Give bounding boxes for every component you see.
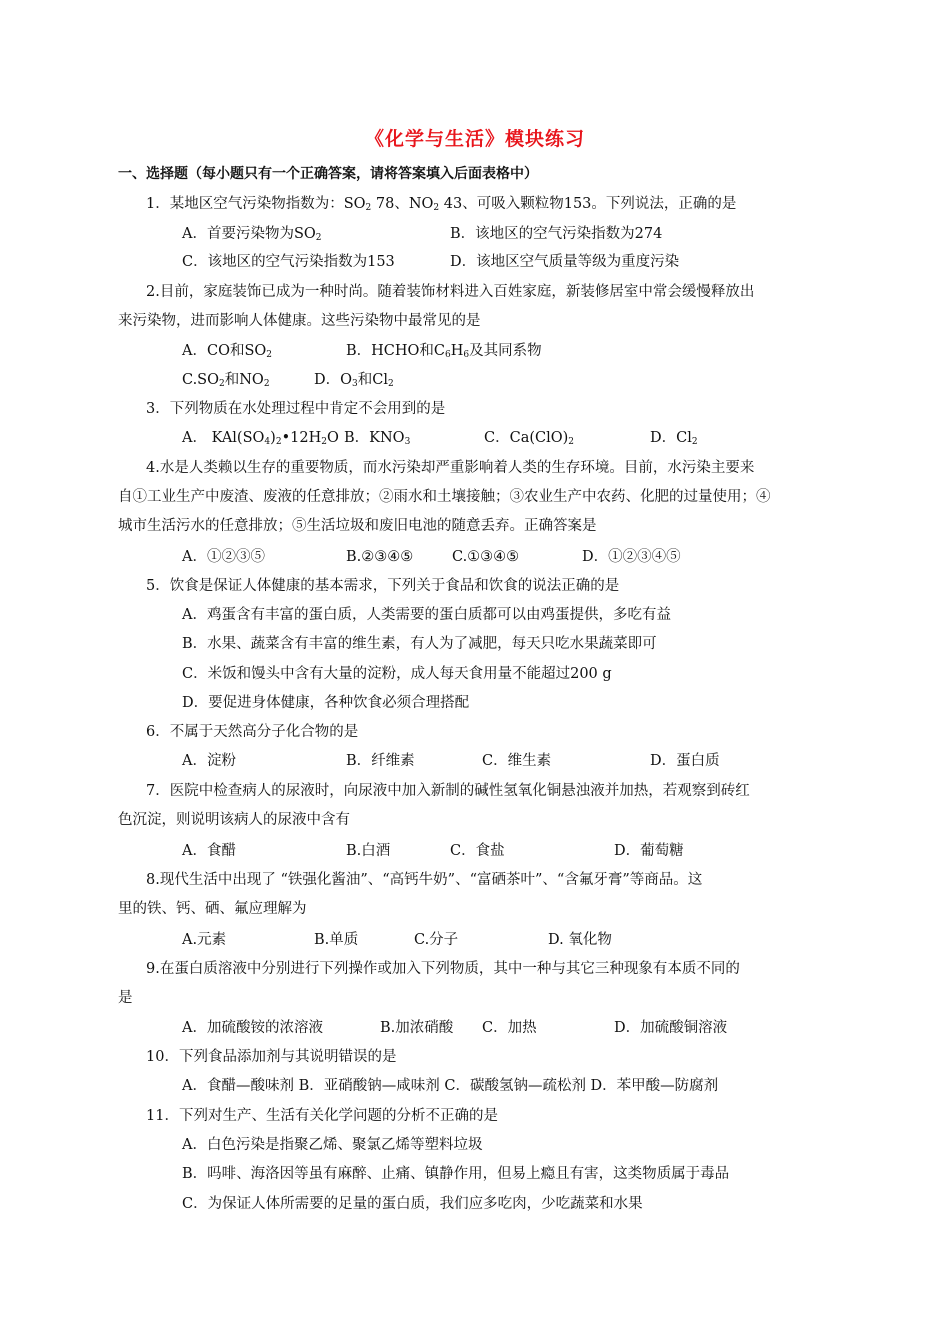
question-7-option-a: A．食醋: [182, 843, 236, 859]
question-3-option-c: C．$Ca(ClO)_2$: [484, 430, 575, 447]
question-1-option-b: B．该地区的空气污染指数为274: [450, 226, 663, 242]
question-5-option-a: A．鸡蛋含有丰富的蛋白质，人类需要的蛋白质都可以由鸡蛋提供，多吃有益: [182, 607, 671, 623]
question-11-option-c: C．为保证人体所需要的足量的蛋白质，我们应多吃肉，少吃蔬菜和水果: [182, 1196, 643, 1212]
question-7-option-b: B.白酒: [346, 843, 391, 859]
question-8-option-d: D. 氧化物: [548, 932, 612, 948]
question-3-stem: 3．下列物质在水处理过程中肯定不会用到的是: [146, 401, 446, 417]
question-9-option-d: D．加硫酸铜溶液: [614, 1020, 728, 1036]
question-5-option-b: B．水果、蔬菜含有丰富的维生素，有人为了减肥，每天只吃水果蔬菜即可: [182, 636, 657, 652]
question-1-option-c: C．该地区的空气污染指数为153: [182, 254, 395, 270]
question-8-option-b: B.单质: [314, 932, 359, 948]
question-8-option-c: C.分子: [414, 932, 459, 948]
question-4-option-c: C.①③④⑤: [452, 549, 520, 565]
question-4-option-b: B.②③④⑤: [346, 549, 414, 565]
question-4-stem-line-2: 自①工业生产中废渣、废液的任意排放；②雨水和土壤接触；③农业生产中农药、化肥的过量使用；④: [118, 489, 771, 505]
question-9-stem-line-2: 是: [118, 990, 133, 1006]
question-10-stem: 10．下列食品添加剂与其说明错误的是: [146, 1049, 397, 1065]
question-3-option-a: A． $KAl(SO_4)_2•12H_2O$: [182, 430, 339, 447]
question-4-stem-line-1: 4.水是人类赖以生存的重要物质，而水污染却严重影响着人类的生存环境。目前，水污染主要来: [146, 460, 755, 476]
question-1-option-d: D．该地区空气质量等级为重度污染: [450, 254, 680, 270]
question-5-option-c: C．米饭和馒头中含有大量的淀粉，成人每天食用量不能超过200 g: [182, 666, 612, 682]
question-2-option-b: B．HCHO和$C_6H_6$及其同系物: [346, 343, 542, 360]
question-11-option-a: A．白色污染是指聚乙烯、聚氯乙烯等塑料垃圾: [182, 1137, 483, 1153]
question-4-option-d: D．①②③④⑤: [582, 549, 681, 565]
question-8-stem-line-2: 里的铁、钙、硒、氟应理解为: [118, 901, 307, 917]
question-9-option-b: B.加浓硝酸: [380, 1020, 454, 1036]
question-6-option-b: B．纤维素: [346, 753, 415, 769]
question-6-option-d: D．蛋白质: [650, 753, 720, 769]
question-4-stem-line-3: 城市生活污水的任意排放；⑤生活垃圾和废旧电池的随意丢弃。正确答案是: [118, 518, 597, 534]
question-5-stem: 5．饮食是保证人体健康的基本需求，下列关于食品和饮食的说法正确的是: [146, 578, 620, 594]
section-heading: 一、选择题（每小题只有一个正确答案，请将答案填入后面表格中）: [118, 166, 538, 182]
question-8-option-a: A.元素: [182, 932, 227, 948]
question-11-option-b: B．吗啡、海洛因等虽有麻醉、止痛、镇静作用，但易上瘾且有害，这类物质属于毒品: [182, 1166, 730, 1182]
question-9-stem-line-1: 9.在蛋白质溶液中分别进行下列操作或加入下列物质，其中一种与其它三种现象有本质不同的: [146, 961, 740, 977]
question-2-option-a: A．CO和$SO_2$: [182, 343, 273, 360]
document-title: 《化学与生活》模块练习: [364, 128, 585, 150]
question-7-option-d: D．葡萄糖: [614, 843, 684, 859]
question-2-option-d: D．$O_3$和$Cl_2$: [314, 372, 394, 389]
question-11-stem: 11．下列对生产、生活有关化学问题的分析不正确的是: [146, 1108, 498, 1124]
question-7-stem-line-1: 7．医院中检查病人的尿液时，向尿液中加入新制的碱性氢氧化铜悬浊液并加热，若观察到砖红: [146, 783, 750, 799]
question-6-option-c: C．维生素: [482, 753, 552, 769]
question-7-option-c: C．食盐: [450, 843, 505, 859]
question-9-option-c: C．加热: [482, 1020, 537, 1036]
question-3-option-d: D．$Cl_2$: [650, 430, 698, 447]
question-6-stem: 6．不属于天然高分子化合物的是: [146, 724, 359, 740]
question-7-stem-line-2: 色沉淀，则说明该病人的尿液中含有: [118, 812, 350, 828]
question-10-options: A．食醋—酸味剂 B．亚硝酸钠—咸味剂 C．碳酸氢钠—疏松剂 D．苯甲酸—防腐剂: [182, 1078, 719, 1094]
question-1-stem: 1．某地区空气污染物指数为：$SO_2$ 78、$NO_2$ 43、可吸入颗粒物153。下列说法，正确的是: [146, 196, 737, 213]
question-5-option-d: D．要促进身体健康，各种饮食必须合理搭配: [182, 695, 470, 711]
question-9-option-a: A．加硫酸铵的浓溶液: [182, 1020, 323, 1036]
question-2-option-c: $C.SO_2$和$NO_2$: [182, 372, 270, 389]
question-3-option-b: B．$KNO_3$: [344, 430, 411, 447]
question-4-option-a: A．①②③⑤: [182, 549, 265, 565]
question-2-stem-line-2: 来污染物，进而影响人体健康。这些污染物中最常见的是: [118, 313, 481, 329]
question-1-option-a: A．首要污染物为$SO_2$: [182, 226, 322, 243]
question-6-option-a: A．淀粉: [182, 753, 236, 769]
question-2-stem-line-1: 2.目前，家庭装饰已成为一种时尚。随着装饰材料进入百姓家庭，新装修居室中常会缓慢释放出: [146, 284, 755, 300]
question-8-stem-line-1: 8.现代生活中出现了 “铁强化酱油”、“高钙牛奶”、“富硒茶叶”、“含氟牙膏”等商品。这: [146, 872, 703, 888]
